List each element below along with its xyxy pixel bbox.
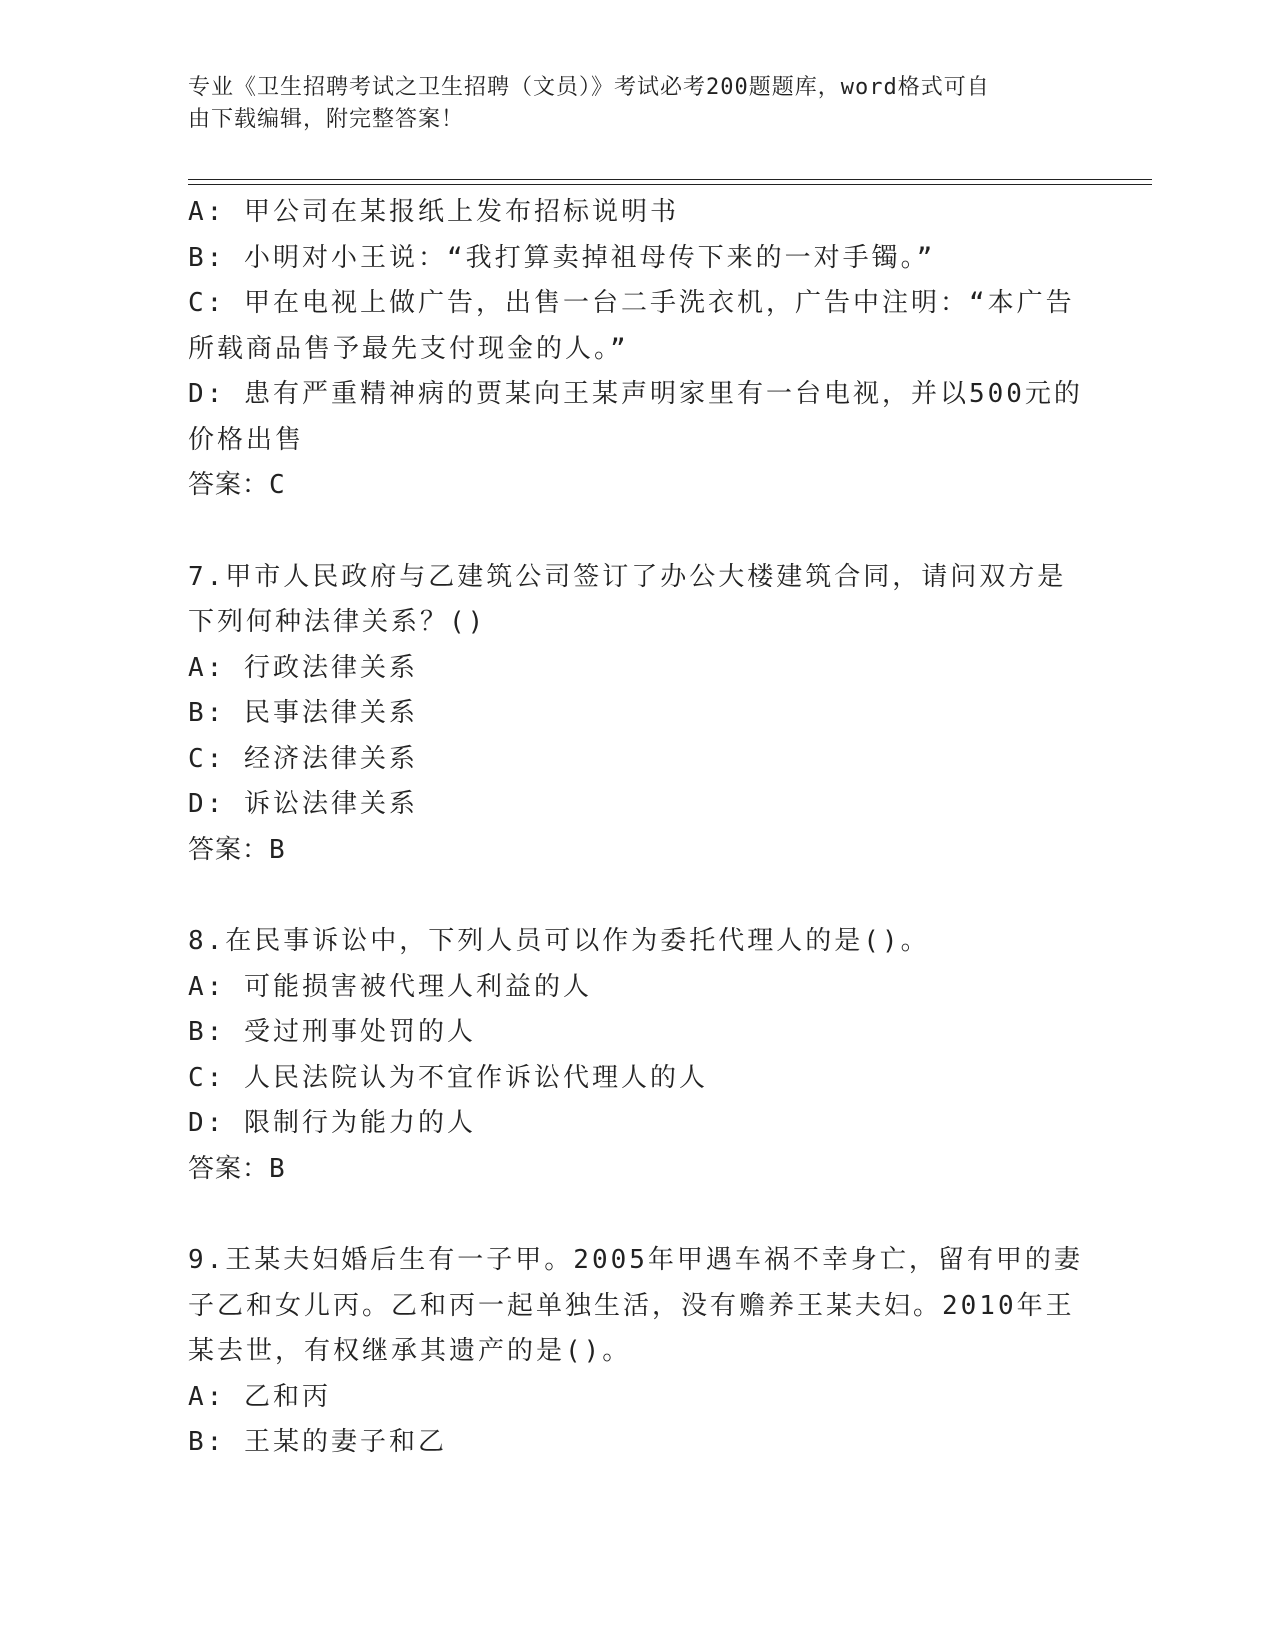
q7-option-c: C: 经济法律关系 xyxy=(188,743,418,774)
question-7 xyxy=(188,555,1088,874)
q6-option-d-cont: 价格出售 xyxy=(188,424,305,455)
spacer xyxy=(188,509,1088,555)
document-body xyxy=(188,190,1088,1466)
q7-stem-line-2: 下列何种法律关系？() xyxy=(188,607,487,637)
spacer xyxy=(188,873,1088,919)
question-8 xyxy=(188,919,1088,1192)
spacer xyxy=(188,1192,1088,1238)
q6-option-d: D: 患有严重精神病的贾某向王某声明家里有一台电视，并以500元的 xyxy=(188,379,1083,409)
q8-option-b: B: 受过刑事处罚的人 xyxy=(188,1017,476,1047)
q9-stem-line-1: 9.王某夫妇婚后生有一子甲。2005年甲遇车祸不幸身亡，留有甲的妻 xyxy=(188,1245,1083,1275)
q8-option-a: A: 可能损害被代理人利益的人 xyxy=(188,971,592,1002)
header-divider-top xyxy=(188,179,1152,180)
header-line-1: 专业《卫生招聘考试之卫生招聘（文员）》考试必考200题题库，word格式可自 xyxy=(188,75,990,100)
q8-stem-line-1: 8.在民事诉讼中，下列人员可以作为委托代理人的是()。 xyxy=(188,926,930,956)
q9-option-b: B: 王某的妻子和乙 xyxy=(188,1427,447,1457)
q6-option-a: A: 甲公司在某报纸上发布招标说明书 xyxy=(188,197,679,227)
q6-option-c-cont: 所载商品售予最先支付现金的人。” xyxy=(188,333,629,364)
q7-answer: 答案：B xyxy=(188,834,286,865)
q8-option-d: D: 限制行为能力的人 xyxy=(188,1108,476,1138)
question-9 xyxy=(188,1238,1088,1466)
q8-answer: 答案：B xyxy=(188,1153,286,1184)
q7-stem-line-1: 7.甲市人民政府与乙建筑公司签订了办公大楼建筑合同，请问双方是 xyxy=(188,561,1067,592)
q6-answer: 答案：C xyxy=(188,470,286,500)
q7-option-a: A: 行政法律关系 xyxy=(188,652,418,683)
document-header xyxy=(188,72,1068,136)
q9-option-a: A: 乙和丙 xyxy=(188,1381,331,1412)
q9-stem-line-2: 子乙和女儿丙。乙和丙一起单独生活，没有赡养王某夫妇。2010年王 xyxy=(188,1290,1075,1321)
q7-option-b: B: 民事法律关系 xyxy=(188,698,418,728)
q9-stem-line-3: 某去世，有权继承其遗产的是()。 xyxy=(188,1336,632,1366)
header-line-2: 由下载编辑，附完整答案！ xyxy=(188,107,465,132)
question-6 xyxy=(188,190,1088,509)
q6-option-c: C: 甲在电视上做广告，出售一台二手洗衣机，广告中注明：“本广告 xyxy=(188,288,1075,318)
q7-option-d: D: 诉讼法律关系 xyxy=(188,789,418,819)
q8-option-c: C: 人民法院认为不宜作诉讼代理人的人 xyxy=(188,1062,708,1093)
header-divider-bottom xyxy=(188,184,1152,185)
q6-option-b: B: 小明对小王说：“我打算卖掉祖母传下来的一对手镯。” xyxy=(188,242,936,273)
